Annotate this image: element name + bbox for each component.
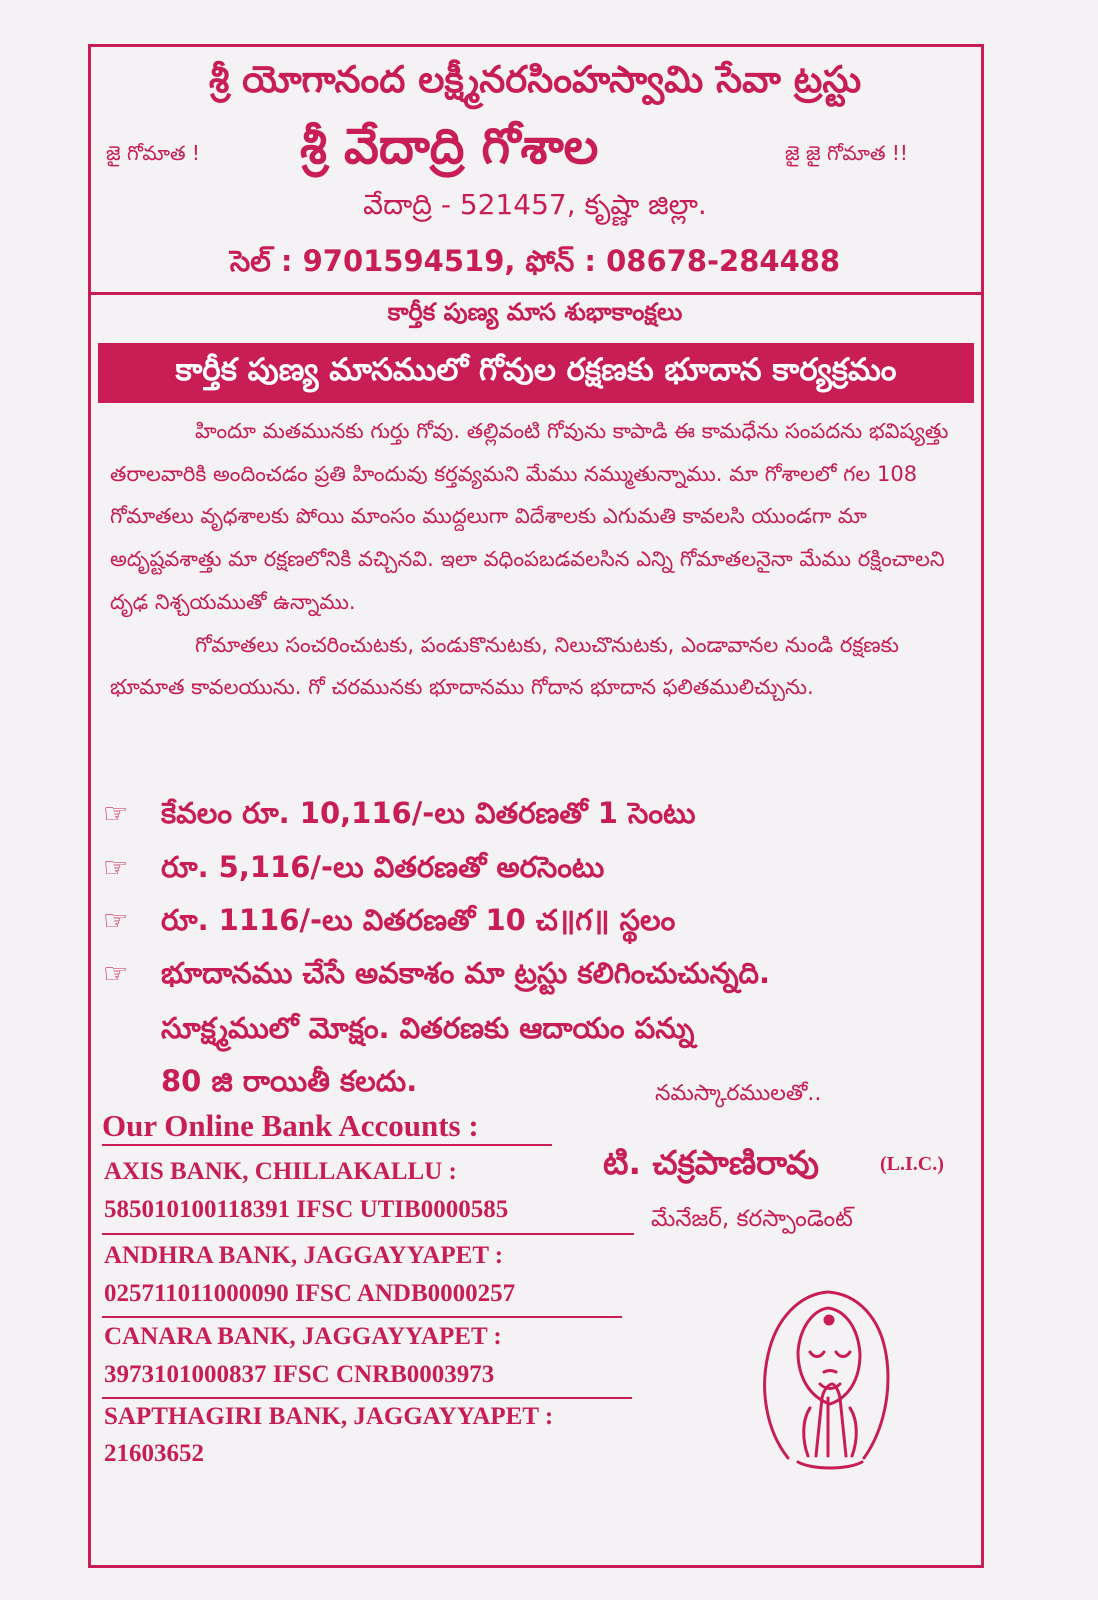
pointing-hand-icon: ☞ — [103, 851, 129, 884]
paragraph-2: గోమాతలు సంచరించుటకు, పండుకొనుటకు, నిలుచొనుటకు, ఎండావానల నుండి రక్షణకు భూమాత కావలయును. గో చరమునకు భూదానము గోదాన భూదాన ఫలితములిచ్చును. — [110, 632, 899, 700]
offer-4-line-2: సూక్ష్మములో మోక్షం. వితరణకు ఆదాయం పన్ను — [161, 1011, 695, 1045]
bank-sapthagiri-name: SAPTHAGIRI BANK, JAGGAYYAPET : — [104, 1403, 554, 1430]
offer-2 — [103, 850, 604, 892]
bank-andhra-details: 025711011000090 IFSC ANDB0000257 — [104, 1280, 516, 1307]
body-text — [110, 410, 972, 709]
offer-1 — [103, 796, 696, 838]
pointing-hand-icon: ☞ — [103, 904, 129, 937]
slogan-left: జై గోమాత ! — [106, 141, 200, 165]
namaste-figure-icon — [752, 1280, 902, 1480]
offer-2-text: రూ. 5,116/-లు వితరణతో అరసెంటు — [161, 850, 605, 884]
signatory-credential: (L.I.C.) — [880, 1153, 944, 1175]
bank-heading-underline — [102, 1144, 552, 1146]
bank-canara-details: 3973101000837 IFSC CNRB0003973 — [104, 1361, 495, 1388]
offer-1-text: కేవలం రూ. 10,116/-లు వితరణతో 1 సెంటు — [161, 796, 696, 830]
contact-numbers: సెల్ : 9701594519, ఫోన్ : 08678-284488 — [229, 244, 841, 278]
offer-4-continued-2 — [161, 1064, 417, 1106]
bank-andhra-name: ANDHRA BANK, JAGGAYYAPET : — [104, 1242, 504, 1269]
trust-name: శ్రీ యోగానంద లక్ష్మీనరసింహస్వామి సేవా ట్రస్టు — [208, 58, 862, 101]
bank-axis-name: AXIS BANK, CHILLAKALLU : — [104, 1158, 457, 1185]
greeting: కార్తీక పుణ్య మాస శుభాకాంక్షలు — [387, 298, 683, 326]
address: వేదాద్రి - 521457, కృష్ణా జిల్లా. — [363, 188, 707, 221]
offer-3 — [103, 903, 675, 945]
offer-4-line-3: 80 జి రాయితీ కలదు. — [161, 1064, 418, 1098]
pointing-hand-icon: ☞ — [103, 797, 129, 830]
signatory-name: టి. చక్రపాణిరావు — [603, 1143, 819, 1182]
bank-axis-details: 585010100118391 IFSC UTIB0000585 — [104, 1196, 509, 1223]
offer-4-continued — [161, 1011, 694, 1053]
bank-divider-3 — [102, 1397, 632, 1399]
header-divider — [90, 292, 982, 295]
goshala-name: శ్రీ వేదాద్రి గోశాల — [300, 118, 599, 175]
bank-canara-name: CANARA BANK, JAGGAYYAPET : — [104, 1323, 502, 1350]
offer-4 — [103, 956, 770, 998]
program-banner: కార్తీక పుణ్య మాసములో గోవుల రక్షణకు భూదాన కార్యక్రమం — [98, 343, 974, 403]
salutation: నమస్కారములతో.. — [655, 1081, 822, 1106]
pointing-hand-icon: ☞ — [103, 957, 129, 990]
paragraph-1: హిందూ మతమునకు గుర్తు గోవు. తల్లివంటి గోవును కాపాడి ఈ కామధేను సంపదను భవిష్యత్తు తరాలవారికి అందించడం ప్రతి హిందువు కర్తవ్యమని మేము నమ్ముతున్నాము. మా గోశాలలో గల 108 గోమాతలు వృధశాలకు పోయి మాంసం ముద్దలుగా విదేశాలకు ఎగుమతి కావలసి యుండగా మా అదృష్టవశాత్తు మా రక్షణలోనికి వచ్చినవి. ఇలా వధింపబడవలసిన ఎన్ని గోమాతలనైనా మేము రక్షించాలని దృఢ నిశ్చయముతో ఉన్నాము. — [110, 419, 949, 614]
slogan-right: జై జై గోమాత !! — [785, 141, 908, 165]
bank-divider-2 — [102, 1316, 622, 1318]
bank-accounts-heading: Our Online Bank Accounts : — [102, 1108, 479, 1143]
offer-4-line-1: భూదానము చేసే అవకాశం మా ట్రస్టు కలిగించుచున్నది. — [161, 956, 771, 990]
bank-divider-1 — [102, 1233, 634, 1235]
signatory-designation: మేనేజర్, కరస్పాండెంట్ — [651, 1206, 853, 1232]
bank-sapthagiri-details: 21603652 — [104, 1440, 204, 1467]
offer-3-text: రూ. 1116/-లు వితరణతో 10 చ॥గ॥ స్థలం — [161, 903, 676, 937]
